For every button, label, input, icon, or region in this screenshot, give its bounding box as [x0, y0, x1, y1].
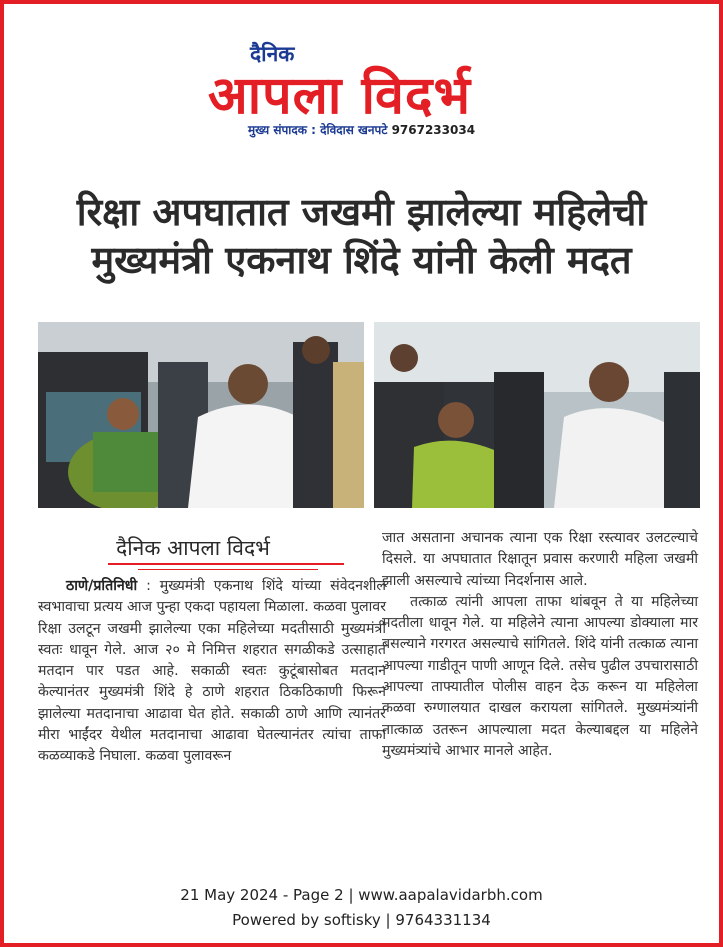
news-photo-right	[374, 322, 700, 508]
masthead-title: आपला विदर्भ	[208, 66, 472, 126]
article-column-left	[38, 576, 386, 768]
article-paragraph-1	[38, 576, 386, 768]
section-subheading: दैनिक आपला विदर्भ	[116, 536, 270, 560]
news-photo-left	[38, 322, 364, 508]
footer-powered-by: Powered by softisky | 9764331134	[232, 911, 491, 929]
editor-phone: 9767233034	[391, 123, 476, 137]
footer-date-site: 21 May 2024 - Page 2 | www.aapalavidarbh.com	[180, 886, 543, 904]
editor-credit	[248, 121, 475, 138]
dateline: ठाणे/प्रतिनिधी	[66, 578, 138, 594]
editor-label: मुख्य संपादक : देविदास खनपटे	[248, 123, 388, 137]
article-column-right	[382, 528, 698, 762]
headline-line-2: मुख्यमंत्री एकनाथ शिंदे यांनी केली मदत	[91, 238, 632, 283]
subheading-rule-top	[108, 563, 344, 565]
article-paragraph-2: तत्काळ त्यांनी आपला ताफा थांबवून ते या महिलेच्या मदतीला धावून गेले. या महिलेने त्याना आपल्या डोक्याला मार बसल्याने गरगरत असल्याचे सांगितले. शिंदे यांनी तत्काळ त्याना आपल्या गाडीतून पाणी आणून दिले. तसेच पुढील उपचारासाठी आपल्या ताफ्यातील पोलीस वाहन देऊ करून या महिलेला कळवा रुग्णालयात दाखल करायला सांगितले. मुख्यमंत्र्यांनी तात्काळ उतरून आपल्याला मदत केल्याबद्दल या महिलेने मुख्यमंत्र्यांचे आभार मानले आहेत.	[382, 593, 698, 759]
paragraph-1-text: : मुख्यमंत्री एकनाथ शिंदे यांच्या संवेदनशील स्वभावाचा प्रत्यय आज पुन्हा एकदा पहायला मिळाला. कळवा पुलावर रिक्षा उलटून जखमी झालेल्या एका महिलेच्या मदतीसाठी मुख्यमंत्री स्वतः धावून गेले. आज २० मे निमित्त शहरात सगळीकडे उत्साहात मतदान पार पडत आहे. सकाळी स्वतः कुटूंबासोबत मतदान केल्यानंतर मुख्यमंत्री शिंदे हे ठाणे शहरात ठिकठिकाणी फिरून झालेल्या मतदानाचा आढावा घेत होते. सकाळी ठाणे आणि त्यानंतर मीरा भाईंदर येथील मतदानाचा आढावा घेतल्यानंतर त्यांचा ताफा कळव्याकडे निघाला. कळवा पुलावरून	[38, 578, 387, 765]
masthead-small-label: दैनिक	[250, 42, 295, 66]
headline-line-1: रिक्षा अपघातात जखमी झालेल्या महिलेची	[76, 190, 647, 234]
article-paragraph-1-continued: जात असताना अचानक त्याना एक रिक्षा रस्त्यावर उलटल्याचे दिसले. या अपघातात रिक्षातून प्रवास करणारी महिला जखमी झाली असल्याचे त्यांच्या निदर्शनास आले.	[382, 530, 698, 589]
headline	[20, 188, 703, 285]
subheading-rule-bottom	[138, 569, 318, 570]
